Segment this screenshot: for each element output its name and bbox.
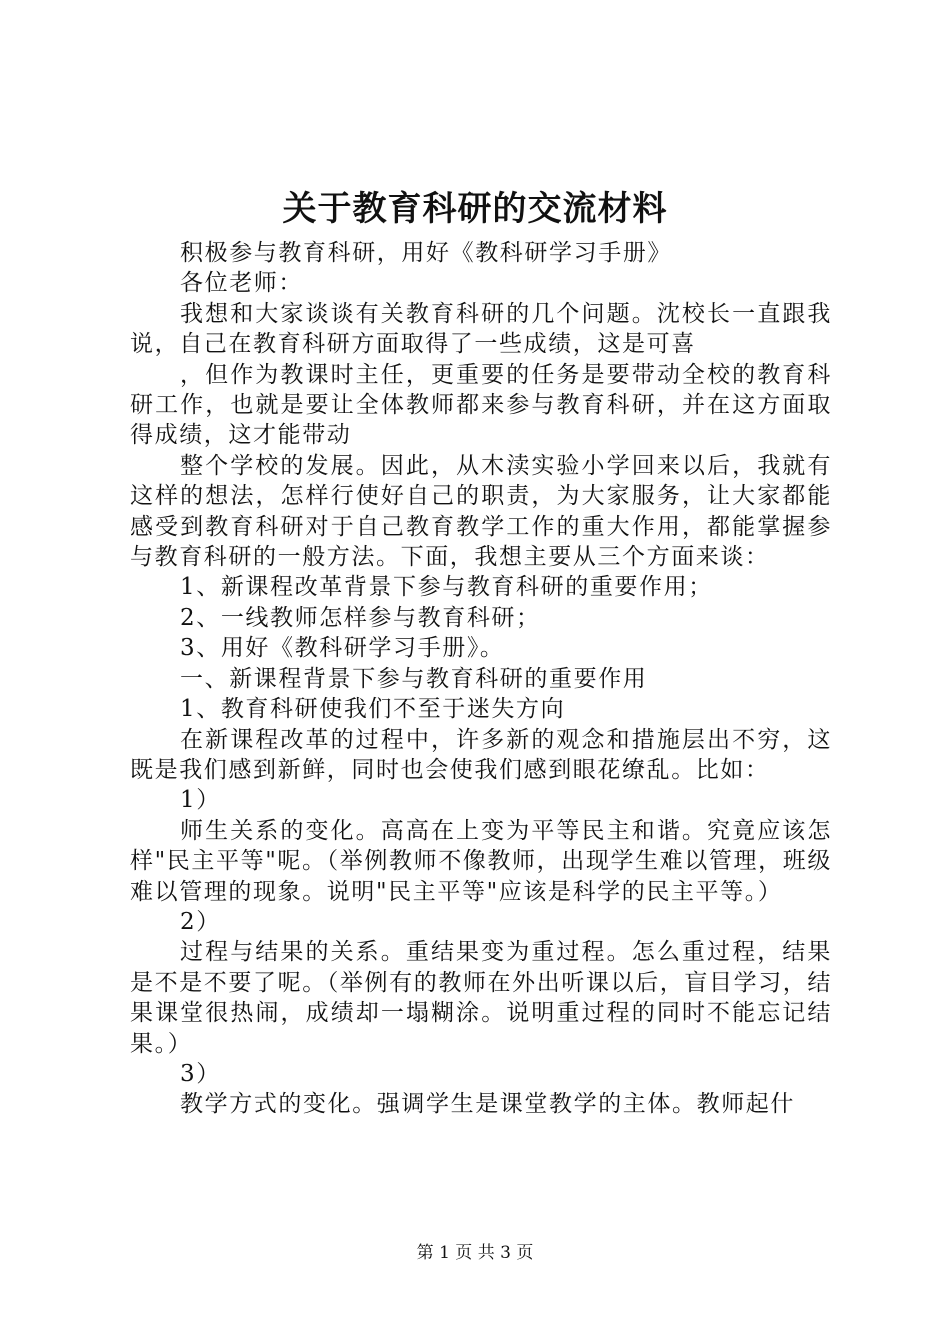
paragraph: 师生关系的变化。高高在上变为平等民主和谐。究竟应该怎样"民主平等"呢。（举例教师不像教师，出现学生难以管理，班级难以管理的现象。说明"民主平等"应该是科学的民主平等。） — [130, 817, 832, 905]
paragraph: 整个学校的发展。因此，从木渎实验小学回来以后，我就有这样的想法，怎样行使好自己的职责，为大家服务，让大家都能感受到教育科研对于自己教育教学工作的重大作用，都能掌握参与教育科研的一般方法。下面，我想主要从三个方面来谈： — [130, 452, 832, 571]
section-heading: 一、新课程背景下参与教育科研的重要作用 — [180, 665, 648, 692]
document-title: 关于教育科研的交流材料 — [282, 189, 668, 229]
paragraph-subtitle: 积极参与教育科研，用好《教科研学习手册》 — [180, 240, 672, 266]
page-number-footer: 第 1 页 共 3 页 — [416, 1243, 534, 1263]
document-body — [130, 238, 832, 1120]
list-item: 1、新课程改革背景下参与教育科研的重要作用； — [180, 574, 713, 601]
paragraph: 在新课程改革的过程中，许多新的观念和措施层出不穷，这既是我们感到新鲜，同时也会使我们感到眼花缭乱。比如： — [130, 726, 832, 783]
item-marker: 3） — [180, 1060, 221, 1087]
paragraph: 过程与结果的关系。重结果变为重过程。怎么重过程，结果是不是不要了呢。（举例有的教师在外出听课以后，盲目学习，结果课堂很热闹，成绩却一塌糊涂。说明重过程的同时不能忘记结果。） — [130, 939, 832, 1057]
list-item: 3、用好《教科研学习手册》。 — [180, 635, 505, 662]
subsection-heading: 1、教育科研使我们不至于迷失方向 — [180, 696, 566, 723]
paragraph-salutation: 各位老师： — [180, 270, 303, 297]
paragraph: 我想和大家谈谈有关教育科研的几个问题。沈校长一直跟我说，自己在教育科研方面取得了一些成绩，这是可喜 — [130, 300, 832, 358]
paragraph: ，但作为教课时主任，更重要的任务是要带动全校的教育科研工作，也就是要让全体教师都来参与教育科研，并在这方面取得成绩，这才能带动 — [130, 361, 832, 449]
list-item: 2、一线教师怎样参与教育科研； — [180, 604, 541, 631]
item-marker: 2） — [180, 908, 221, 935]
paragraph: 教学方式的变化。强调学生是课堂教学的主体。教师起什 — [180, 1091, 795, 1118]
item-marker: 1） — [180, 787, 221, 814]
